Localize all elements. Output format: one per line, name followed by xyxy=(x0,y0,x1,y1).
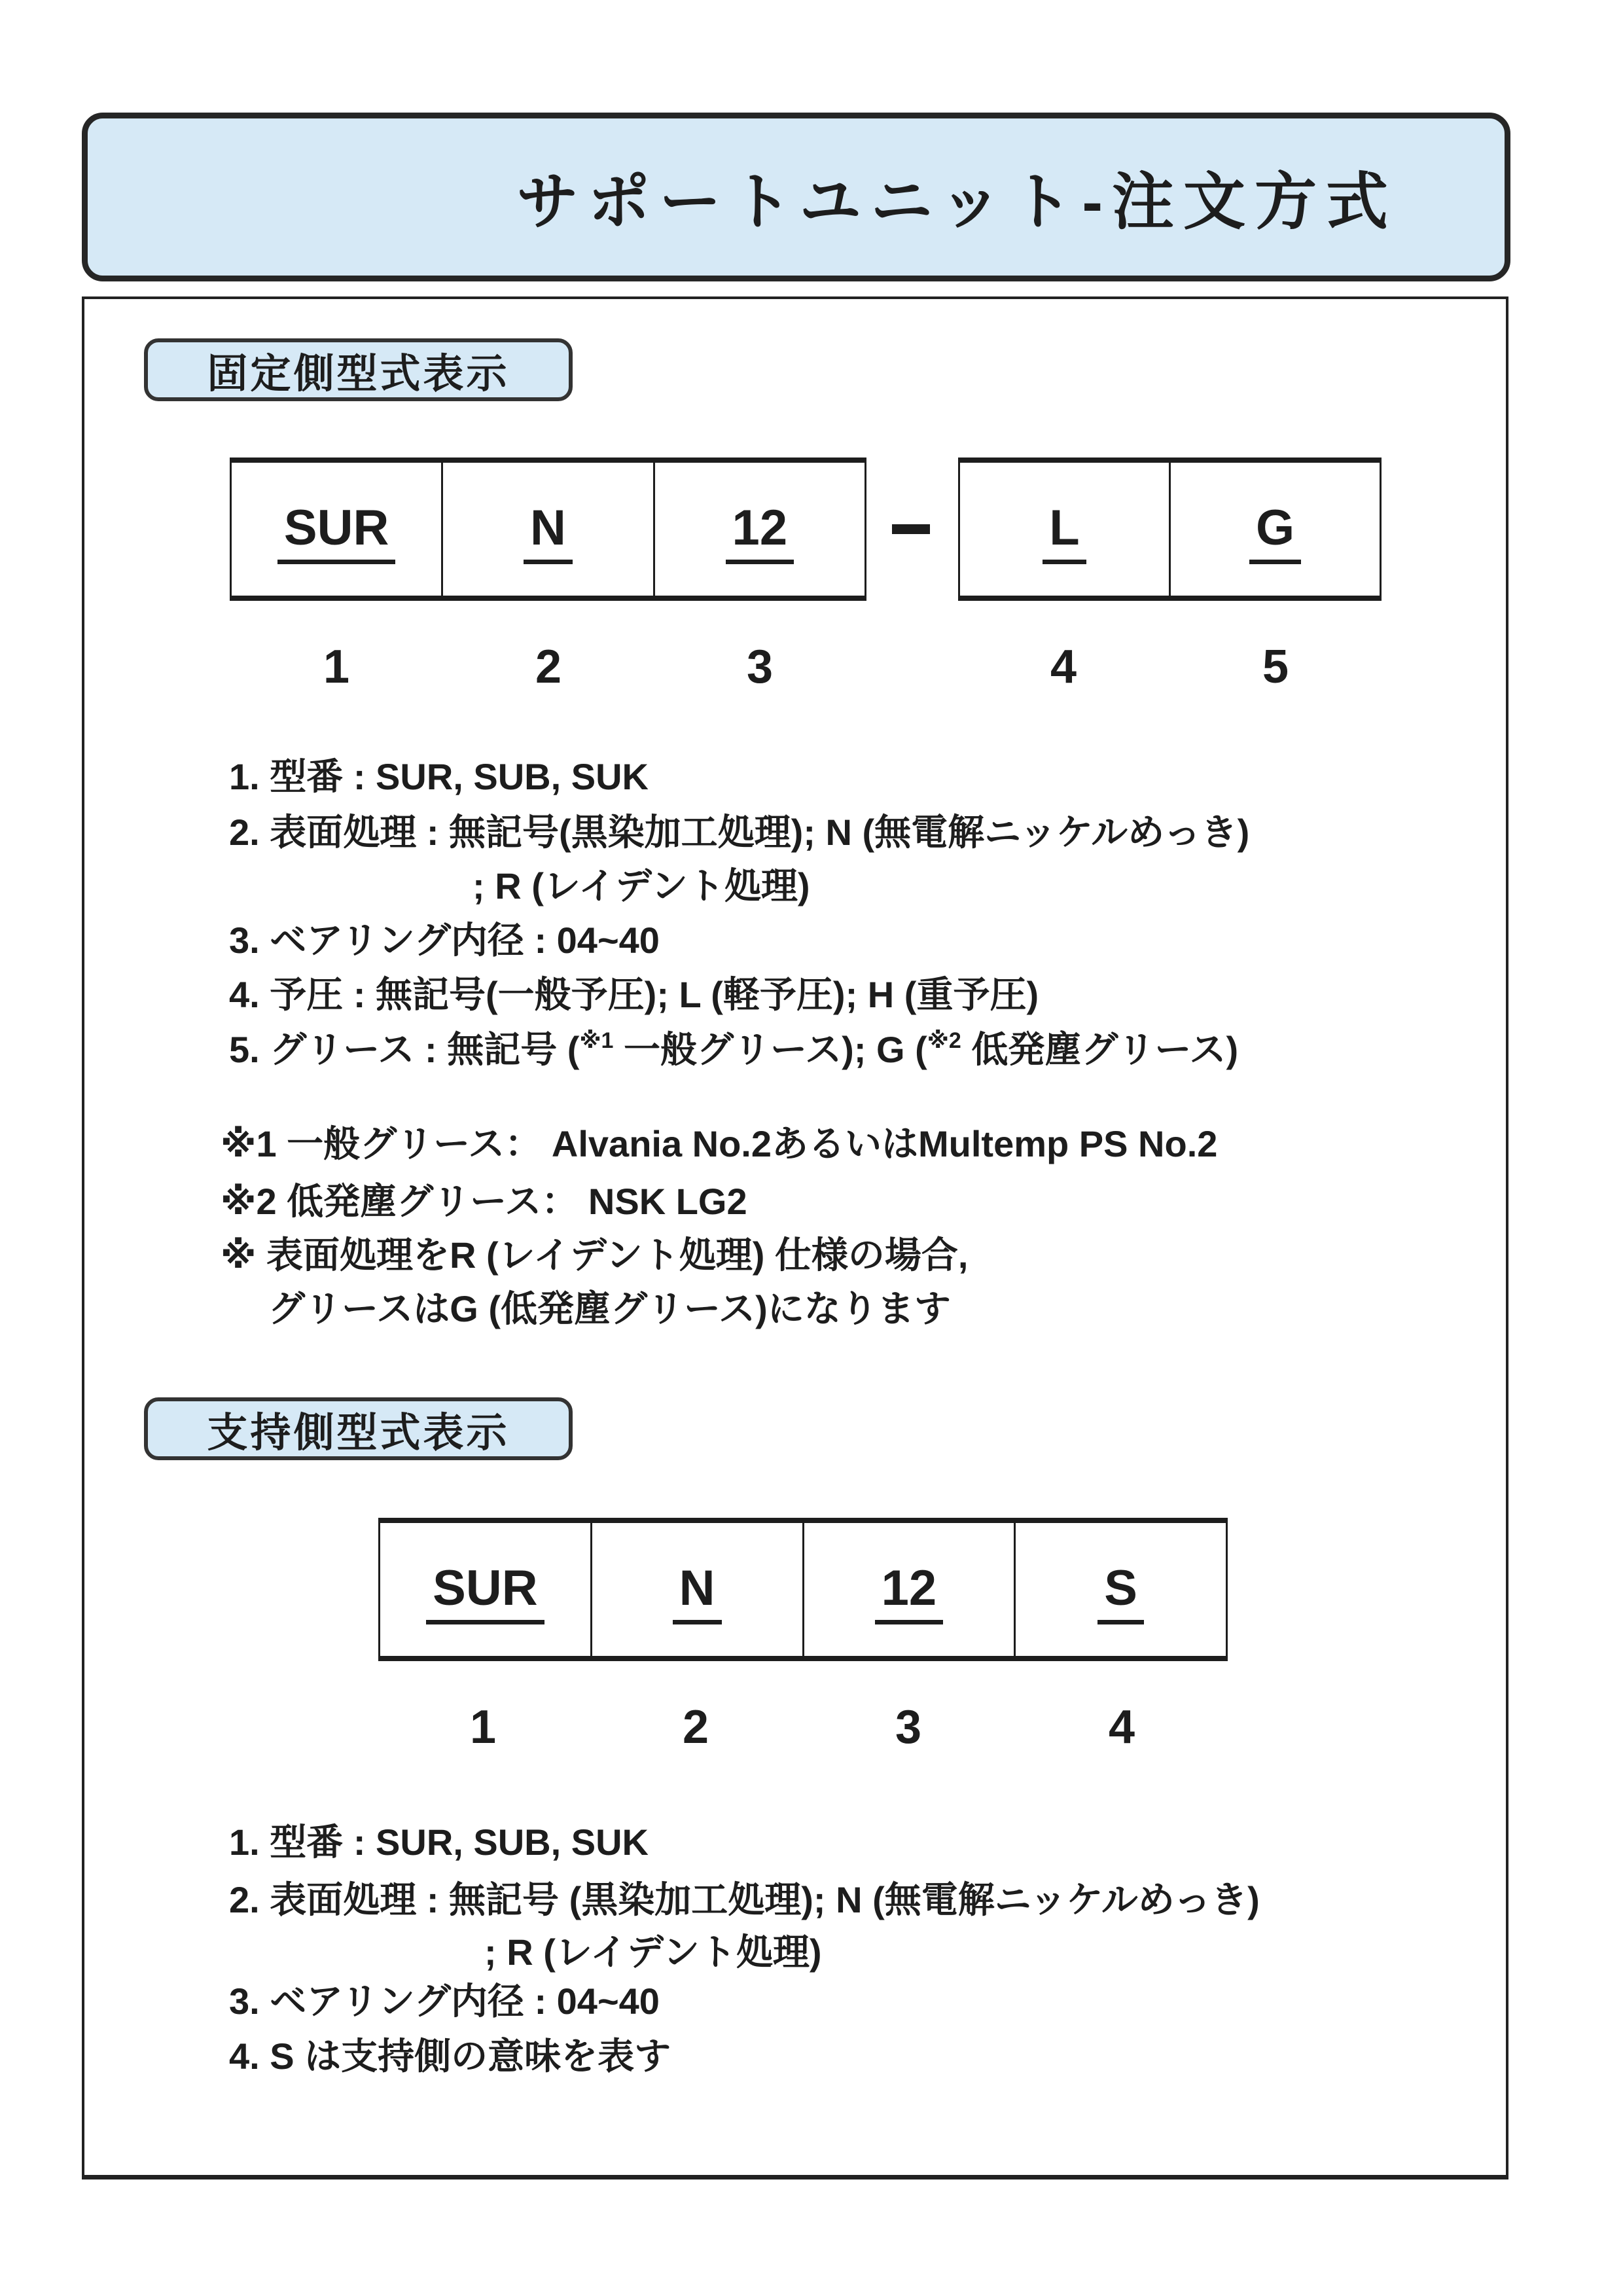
model-cell-support xyxy=(1016,1523,1226,1656)
support-list-item-2-cont: ; R (レイデント処理) xyxy=(484,1931,822,1973)
model-value-series: SUR xyxy=(426,1564,544,1624)
model-value-bore: 12 xyxy=(875,1564,944,1624)
note-3-cont: グリースはG (低発塵グリース)になります xyxy=(268,1288,951,1329)
fixed-list-item-3: 3. ベアリング内径 : 04~40 xyxy=(229,920,660,961)
model-cell-surface xyxy=(592,1523,804,1656)
position-number-4: 4 xyxy=(1108,1701,1135,1753)
fixed-list-item-5-c: 低発塵グリース) xyxy=(961,1029,1239,1070)
position-number-2: 2 xyxy=(682,1701,709,1753)
section-label-fixed-text: 固定側型式表示 xyxy=(207,351,510,397)
support-list-item-3: 3. ベアリング内径 : 04~40 xyxy=(229,1981,660,2022)
support-list-item-4: 4. S は支持側の意味を表す xyxy=(229,2036,671,2077)
model-value-surface: N xyxy=(524,503,573,564)
fixed-list-item-5 xyxy=(229,1029,1238,1071)
fixed-list-item-1: 1. 型番 : SUR, SUB, SUK xyxy=(229,756,649,797)
title-banner xyxy=(82,113,1510,281)
model-cell-bore xyxy=(655,463,865,596)
note-2: ※2 低発塵グリース： NSK LG2 xyxy=(221,1181,747,1222)
fixed-model-table-main xyxy=(230,457,866,601)
model-cell-bore xyxy=(804,1523,1016,1656)
model-cell-grease xyxy=(1171,463,1380,596)
fixed-list-item-5-b: 一般グリース); G ( xyxy=(613,1029,927,1070)
position-number-4: 4 xyxy=(1050,641,1077,693)
support-list-item-2: 2. 表面処理 : 無記号 (黒染加工処理); N (無電解ニッケルめっき) xyxy=(229,1879,1260,1920)
support-model-table xyxy=(378,1518,1228,1661)
model-cell-surface xyxy=(443,463,654,596)
position-number-3: 3 xyxy=(895,1701,922,1753)
page-title: サポートユニット-注文方式 xyxy=(516,168,1398,237)
model-cell-series xyxy=(380,1523,592,1656)
model-value-surface: N xyxy=(673,1564,722,1624)
position-number-2: 2 xyxy=(535,641,562,693)
model-value-series: SUR xyxy=(277,503,395,564)
position-number-3: 3 xyxy=(746,641,774,693)
model-value-support: S xyxy=(1097,1564,1144,1624)
fixed-model-table-suffix xyxy=(958,457,1382,601)
section-label-support-text: 支持側型式表示 xyxy=(207,1410,510,1456)
model-value-preload: L xyxy=(1043,503,1086,564)
model-cell-preload xyxy=(960,463,1171,596)
model-value-grease: G xyxy=(1249,503,1301,564)
section-label-support xyxy=(144,1397,573,1460)
note-3: ※ 表面処理をR (レイデント処理) 仕様の場合, xyxy=(221,1234,969,1276)
note-ref-1: ※1 xyxy=(579,1028,614,1053)
fixed-list-item-5-a: 5. グリース : 無記号 ( xyxy=(229,1029,580,1070)
position-number-5: 5 xyxy=(1262,641,1289,693)
fixed-list-item-4: 4. 予圧 : 無記号(一般予圧); L (軽予圧); H (重予圧) xyxy=(229,974,1039,1015)
support-list-item-1: 1. 型番 : SUR, SUB, SUK xyxy=(229,1821,649,1863)
fixed-list-item-2-cont: ; R (レイデント処理) xyxy=(473,865,810,906)
fixed-list-item-2: 2. 表面処理 : 無記号(黒染加工処理); N (無電解ニッケルめっき) xyxy=(229,812,1250,853)
note-ref-2: ※2 xyxy=(927,1028,961,1053)
model-value-bore: 12 xyxy=(726,503,794,564)
section-label-fixed xyxy=(144,338,573,401)
position-number-1: 1 xyxy=(323,641,350,693)
model-cell-series xyxy=(232,463,443,596)
note-1: ※1 一般グリース： Alvania No.2あるいはMultemp PS No.2 xyxy=(221,1123,1218,1164)
position-number-1: 1 xyxy=(469,1701,497,1753)
hyphen-separator xyxy=(892,524,930,534)
